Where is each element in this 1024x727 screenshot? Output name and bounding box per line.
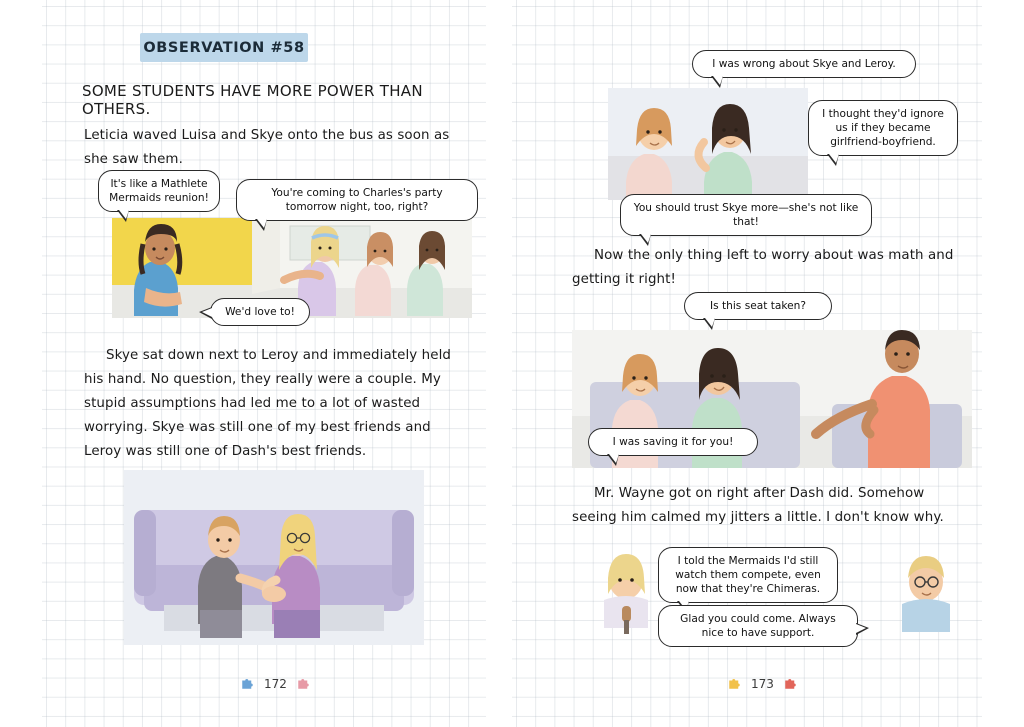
speech-bubble-glad-you-came: Glad you could come. Always nice to have support. bbox=[658, 605, 858, 647]
page-gutter bbox=[486, 0, 512, 727]
speech-bubble-wed-love-to: We'd love to! bbox=[210, 298, 310, 326]
paragraph-right-1: Now the only thing left to worry about was math and getting it right! bbox=[572, 248, 954, 287]
two-girls-talking-art bbox=[608, 88, 808, 200]
speech-bubble-wrong-about-skye: I was wrong about Skye and Leroy. bbox=[692, 50, 916, 78]
paragraph-right-2: Mr. Wayne got on right after Dash did. Somehow seeing him calmed my jitters a little. I don't know why. bbox=[572, 486, 944, 525]
speech-bubble-ignore-us: I thought they'd ignore us if they became girlfriend-boyfriend. bbox=[808, 100, 958, 156]
couch-couple-art bbox=[124, 470, 424, 645]
speech-bubble-saving-it: I was saving it for you! bbox=[588, 428, 758, 456]
page-number-left: 172 bbox=[264, 676, 287, 691]
footer-right bbox=[727, 676, 798, 691]
puzzle-piece-yellow-icon bbox=[727, 676, 742, 691]
illustration-couch-couple bbox=[124, 470, 424, 645]
right-page bbox=[512, 0, 982, 727]
footer-left bbox=[240, 676, 311, 691]
left-margin bbox=[0, 0, 42, 727]
paragraph-left-2: Skye sat down next to Leroy and immediately held his hand. No question, they really were a couple. My stupid assumptions had led me to a lot of wasted worrying. Skye was still one of my best friends and Leroy was still one of Dash's best friends. bbox=[84, 348, 451, 459]
paragraph-left-1: Leticia waved Luisa and Skye onto the bus as soon as she saw them. bbox=[84, 128, 450, 167]
speech-bubble-party-invite: You're coming to Charles's party tomorrow night, too, right? bbox=[236, 179, 478, 221]
speech-bubble-trust-skye: You should trust Skye more—she's not like that! bbox=[620, 194, 872, 236]
page-heading: SOME STUDENTS HAVE MORE POWER THAN OTHERS. bbox=[82, 82, 423, 118]
illustration-two-girls-talking bbox=[608, 88, 808, 200]
speech-bubble-mermaids-chimeras: I told the Mermaids I'd still watch them compete, even now that they're Chimeras. bbox=[658, 547, 838, 603]
puzzle-piece-pink-icon bbox=[296, 676, 311, 691]
speech-bubble-mermaids-reunion: It's like a Mathlete Mermaids reunion! bbox=[98, 170, 220, 212]
puzzle-piece-blue-icon bbox=[240, 676, 255, 691]
left-page bbox=[42, 0, 486, 727]
observation-banner: OBSERVATION #58 bbox=[140, 33, 308, 62]
right-margin bbox=[982, 0, 1024, 727]
puzzle-piece-red-icon bbox=[783, 676, 798, 691]
page-number-right: 173 bbox=[751, 676, 774, 691]
speech-bubble-seat-taken: Is this seat taken? bbox=[684, 292, 832, 320]
